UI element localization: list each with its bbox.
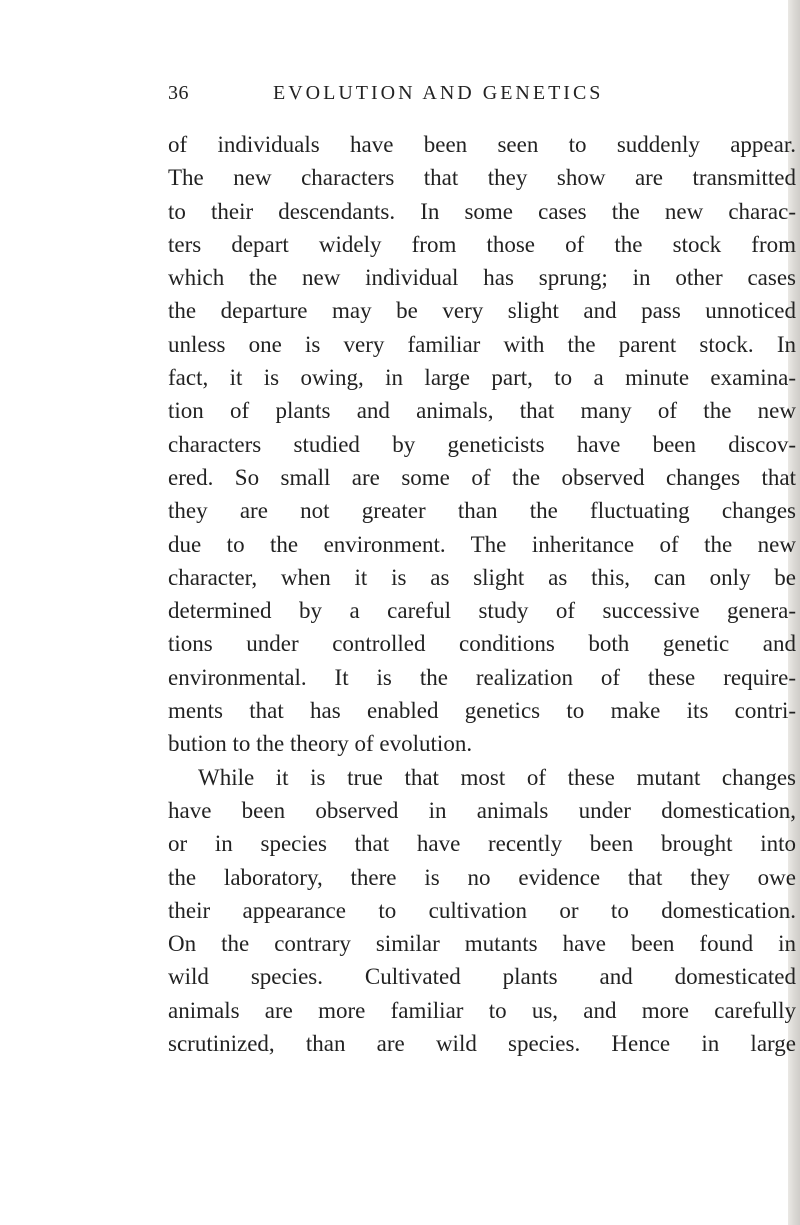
text-line: bution to the theory of evolution. xyxy=(168,731,473,757)
text-line: ters depart widely from those of the stock from xyxy=(168,231,796,257)
text-line: ments that has enabled genetics to make its contri- xyxy=(168,698,796,724)
text-line: On the contrary similar mutants have been found in xyxy=(168,931,796,957)
text-line: the laboratory, there is no evidence that they owe xyxy=(168,864,796,890)
text-line: they are not greater than the fluctuating changes xyxy=(168,498,796,524)
body-text xyxy=(168,128,796,1060)
text-line: characters studied by geneticists have been discov- xyxy=(168,431,796,457)
text-line: tion of plants and animals, that many of the new xyxy=(168,398,796,424)
text-line: have been observed in animals under domestication, xyxy=(168,797,796,823)
text-line: character, when it is as slight as this, can only be xyxy=(168,564,796,590)
text-line: scrutinized, than are wild species. Hence in large xyxy=(168,1031,796,1057)
text-line: to their descendants. In some cases the new charac- xyxy=(168,198,796,224)
text-line: of individuals have been seen to suddenly appear. xyxy=(168,132,796,157)
text-line: which the new individual has sprung; in other cases xyxy=(168,265,796,291)
text-line: wild species. Cultivated plants and domesticated xyxy=(168,964,796,990)
text-line: The new characters that they show are transmitted xyxy=(168,165,796,191)
running-title: EVOLUTION AND GENETICS xyxy=(273,82,604,104)
running-header xyxy=(168,82,794,106)
text-line: While it is true that most of these mutant changes xyxy=(198,764,796,790)
text-line: their appearance to cultivation or to domestication. xyxy=(168,897,796,923)
text-line: ered. So small are some of the observed changes that xyxy=(168,464,796,490)
text-line: tions under controlled conditions both genetic and xyxy=(168,631,796,657)
page-number: 36 xyxy=(168,82,189,104)
text-line: or in species that have recently been brought into xyxy=(168,831,796,857)
text-line: environmental. It is the realization of these require- xyxy=(168,664,796,690)
text-line: animals are more familiar to us, and more carefully xyxy=(168,997,796,1023)
text-line: unless one is very familiar with the parent stock. In xyxy=(168,331,796,357)
text-line: the departure may be very slight and pass unnoticed xyxy=(168,298,796,324)
text-line: determined by a careful study of successive genera- xyxy=(168,598,796,624)
text-line: due to the environment. The inheritance of the new xyxy=(168,531,796,557)
text-line: fact, it is owing, in large part, to a minute examina- xyxy=(168,365,796,391)
